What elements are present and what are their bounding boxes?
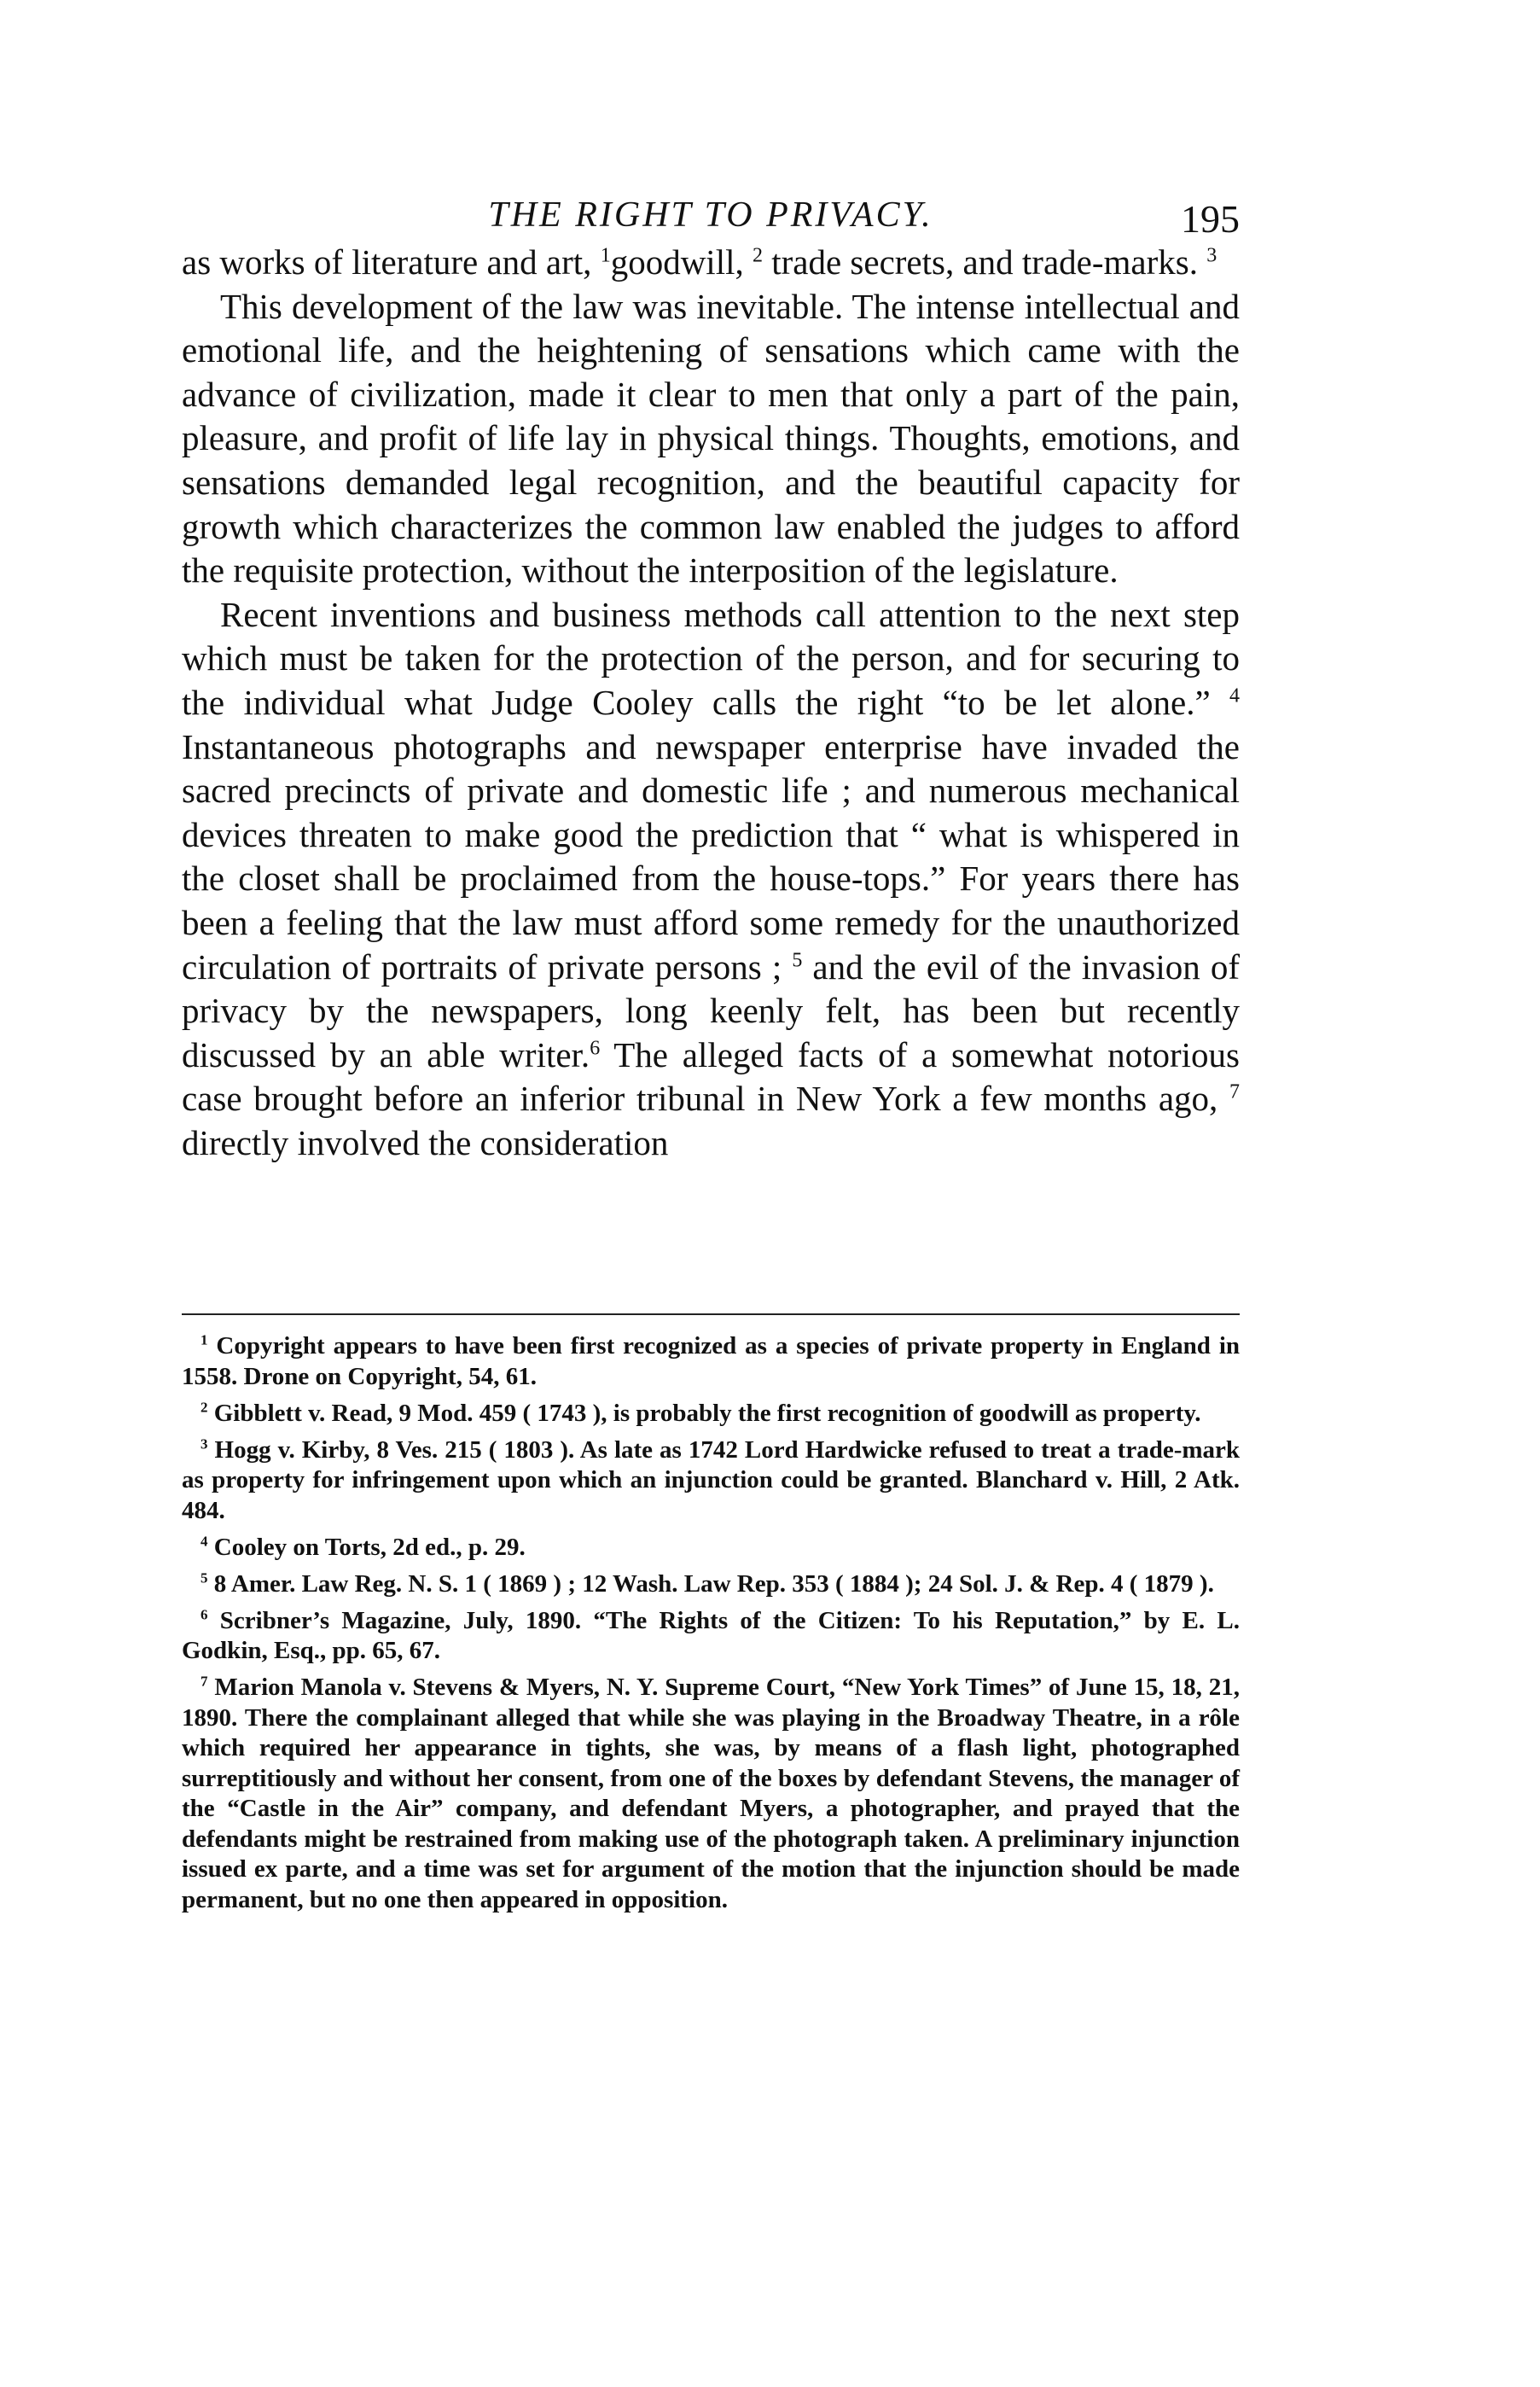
body-text-segment: The alleged facts of a somewhat notorious case brought before an inferior tribunal in New York a few months ago, bbox=[182, 1034, 1240, 1119]
footnote-reference: 3 bbox=[1206, 244, 1217, 267]
footnote bbox=[182, 1673, 1240, 1915]
footnote-number: 1 bbox=[200, 1331, 208, 1348]
footnote bbox=[182, 1435, 1240, 1527]
footnote bbox=[182, 1331, 1240, 1392]
footnote-reference: 1 bbox=[600, 244, 611, 267]
footnote bbox=[182, 1399, 1240, 1429]
main-text bbox=[182, 241, 1240, 1165]
body-text-segment: directly involved the consideration bbox=[182, 1122, 669, 1162]
running-head bbox=[182, 195, 1240, 246]
footnote-text: Gibblett v. Read, 9 Mod. 459 ( 1743 ), is probably the first recognition of goodwill as property. bbox=[213, 1399, 1201, 1427]
body-text-segment: Instantaneous photographs and newspaper enterprise have invaded the sacred precincts of private and domestic life ; and numerous mechanical devices threaten to make good the prediction that “ what is whispered in the closet shall be proclaimed from the house-tops.” For years there has been a feeling that the law must afford some remedy for the unauthorized circulation of portraits of private persons ; bbox=[182, 726, 1240, 987]
body-text-segment: Recent inventions and business methods call attention to the next step which must be taken for the protection of the person, and for securing to the individual what Judge Cooley calls the right “to be let alone.” bbox=[182, 594, 1240, 722]
footnotes bbox=[182, 1331, 1240, 1922]
footnote-rule bbox=[182, 1313, 1240, 1315]
footnote-reference: 5 bbox=[792, 948, 803, 971]
footnote-text: Marion Manola v. Stevens & Myers, N. Y. Supreme Court, “New York Times” of June 15, 18, 21, 1890. There the complainant alleged that while she was playing in the Broadway Theatre, in a rôle which required her appearance in tights, she was, by means of a flash light, photographed surreptitiously and without her consent, from one of the boxes by defendant Stevens, the manager of the “Castle in the Air” company, and defendant Myers, a photographer, and prayed that the defendants might be restrained from making use of the photograph taken. A preliminary injunction issued ex parte, and a time was set for argument of the motion that the injunction should be made permanent, but no one then appeared in opposition. bbox=[182, 1674, 1240, 1913]
body-text-segment: This development of the law was inevitable. The intense intellectual and emotional life, and the heightening of sensations which came with the advance of civilization, made it clear to men that only a part of the pain, pleasure, and profit of life lay in physical things. Thoughts, emotions, and sensations demanded legal recognition, and the beautiful capacity for growth which characterizes the common law enabled the judges to afford the requisite protection, without the interposition of the legislature. bbox=[182, 286, 1240, 591]
page-number: 195 bbox=[1181, 197, 1240, 241]
footnote-number: 4 bbox=[200, 1532, 208, 1549]
footnote-number: 5 bbox=[200, 1569, 208, 1586]
footnote-number: 7 bbox=[200, 1673, 208, 1690]
footnote bbox=[182, 1569, 1240, 1600]
footnote-text: Scribner’s Magazine, July, 1890. “The Rights of the Citizen: To his Reputation,” by E. L. Godkin, Esq., pp. 65, 67. bbox=[182, 1606, 1240, 1664]
footnote-text: Hogg v. Kirby, 8 Ves. 215 ( 1803 ). As late as 1742 Lord Hardwicke refused to treat a trade-mark as property for infringement upon which an injunction could be granted. Blanchard v. Hill, 2 Atk. 484. bbox=[182, 1435, 1241, 1524]
footnote-reference: 2 bbox=[752, 244, 763, 267]
footnote bbox=[182, 1533, 1240, 1563]
body-paragraph bbox=[182, 285, 1240, 593]
body-paragraph bbox=[182, 593, 1240, 1166]
footnote-reference: 6 bbox=[590, 1037, 601, 1060]
footnote bbox=[182, 1606, 1240, 1667]
footnote-reference: 4 bbox=[1229, 684, 1240, 707]
body-text-segment: goodwill, bbox=[610, 242, 753, 282]
body-paragraph bbox=[182, 241, 1240, 285]
body-text-segment: as works of literature and art, bbox=[182, 242, 601, 282]
footnote-reference: 7 bbox=[1229, 1080, 1240, 1103]
footnote-text: 8 Amer. Law Reg. N. S. 1 ( 1869 ) ; 12 Wash. Law Rep. 353 ( 1884 ); 24 Sol. J. & Rep. 4 ( 1879 ). bbox=[213, 1569, 1214, 1598]
footnote-number: 3 bbox=[200, 1435, 208, 1452]
running-title: THE RIGHT TO PRIVACY. bbox=[488, 195, 933, 235]
body-text-segment: and the evil of the invasion of privacy by the newspapers, long keenly felt, has been but recently discussed by an able writer. bbox=[182, 946, 1240, 1074]
footnote-text: Cooley on Torts, 2d ed., p. 29. bbox=[213, 1533, 526, 1561]
footnote-text: Copyright appears to have been first recognized as a species of private property in England in 1558. Drone on Copyright, 54, 61. bbox=[182, 1332, 1241, 1390]
footnote-number: 2 bbox=[200, 1398, 208, 1415]
footnote-number: 6 bbox=[200, 1605, 208, 1622]
body-text-segment: trade secrets, and trade-marks. bbox=[762, 242, 1207, 282]
